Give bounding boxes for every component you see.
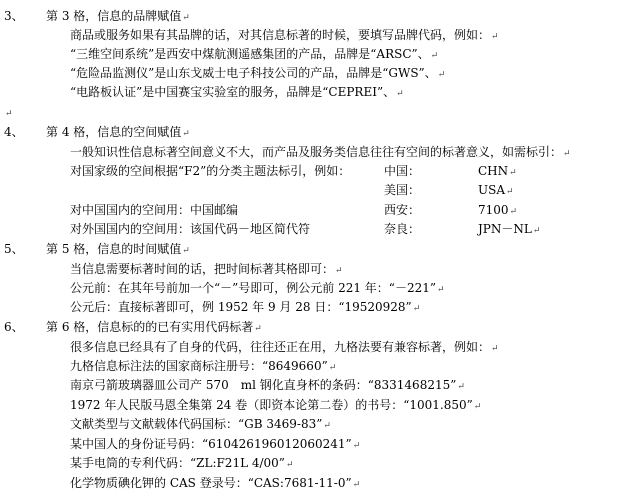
section-3-line-3: “危险品监测仪”是山东戈威士电子科技公司的产品，品牌是“GWS”、↵ <box>70 66 446 80</box>
section-6-line-5: 文献类型与文献载体代码国标：“GB 3469-83”↵ <box>70 417 331 431</box>
code-china: CHN↵ <box>478 164 517 178</box>
section-6-line-6: 某中国人的身份证号码：“610426196012060241”↵ <box>70 437 361 451</box>
section-6-title: 第 6 格，信息标的的已有实用代码标著↵ <box>46 320 262 334</box>
section-4-title: 第 4 格，信息的空间赋值↵ <box>46 125 190 139</box>
section-3-number: 3、 <box>4 9 24 23</box>
section-4-number: 4、 <box>4 125 24 139</box>
section-3-title: 第 3 格，信息的品牌赋值↵ <box>46 9 190 23</box>
place-china: 中国： <box>384 164 421 178</box>
section-4-line-1: 一般知识性信息标著空间意义不大，而产品及服务类信息往往有空间的标著意义，如需标引：↵ <box>70 145 571 159</box>
section-4-line-4-text: 对中国国内的空间用：中国邮编 <box>70 203 239 217</box>
section-6-line-2: 九格信息标注法的国家商标注册号：“8649660”↵ <box>70 359 337 373</box>
place-xian: 西安： <box>384 203 421 217</box>
section-5-line-2: 公元前：在其年号前加一个“－”号即可，例公元前 221 年：“－221”↵ <box>70 281 445 295</box>
section-5-line-1: 当信息需要标著时间的话，把时间标著其格即可：↵ <box>70 262 343 276</box>
section-4-line-2-text: 对国家级的空间根据“F2”的分类主题法标引，例如： <box>70 164 351 178</box>
section-6-line-8: 化学物质碘化钾的 CAS 登录号：“CAS:7681-11-0”↵ <box>70 476 361 490</box>
section-6-line-3: 南京弓箭玻璃器皿公司产 570 ml 钢化直身杯的条码：“8331468215”↵ <box>70 378 465 392</box>
section-6-line-7: 某手电筒的专利代码：“ZL:F21L 4/00”↵ <box>70 456 294 470</box>
section-3-line-2: “三维空间系统”是西安中煤航测遥感集团的产品，品牌是“ARSC”、↵ <box>70 47 439 61</box>
section-5-title: 第 5 格，信息的时间赋值↵ <box>46 242 190 256</box>
code-usa: USA↵ <box>478 183 514 197</box>
empty-paragraph-mark: ↵ <box>5 109 13 119</box>
section-5-line-3: 公元后：直接标著即可，例 1952 年 9 月 28 日：“19520928”↵ <box>70 300 421 314</box>
section-3-line-4: “电路板认证”是中国赛宝实验室的服务，品牌是“CEPREI”、↵ <box>70 85 404 99</box>
section-3-line-1: 商品或服务如果有其品牌的话，对其信息标著的时候，要填写品牌代码，例如：↵ <box>70 28 499 42</box>
section-6-line-1: 很多信息已经具有了自身的代码，往往还正在用，九格法要有兼容标著，例如：↵ <box>70 340 499 354</box>
section-6-line-4: 1972 年人民版马恩全集第 24 卷（即资本论第二卷）的书号：“1001.850”↵ <box>70 398 482 412</box>
place-usa: 美国： <box>384 183 421 197</box>
code-xian: 7100↵ <box>478 203 518 217</box>
section-5-number: 5、 <box>4 242 24 256</box>
place-nara: 奈良： <box>384 222 421 236</box>
code-nara: JPN－NL↵ <box>478 222 541 236</box>
section-6-number: 6、 <box>4 320 24 334</box>
section-4-line-5-text: 对外国国内的空间用：该国代码－地区简代符 <box>70 222 311 236</box>
